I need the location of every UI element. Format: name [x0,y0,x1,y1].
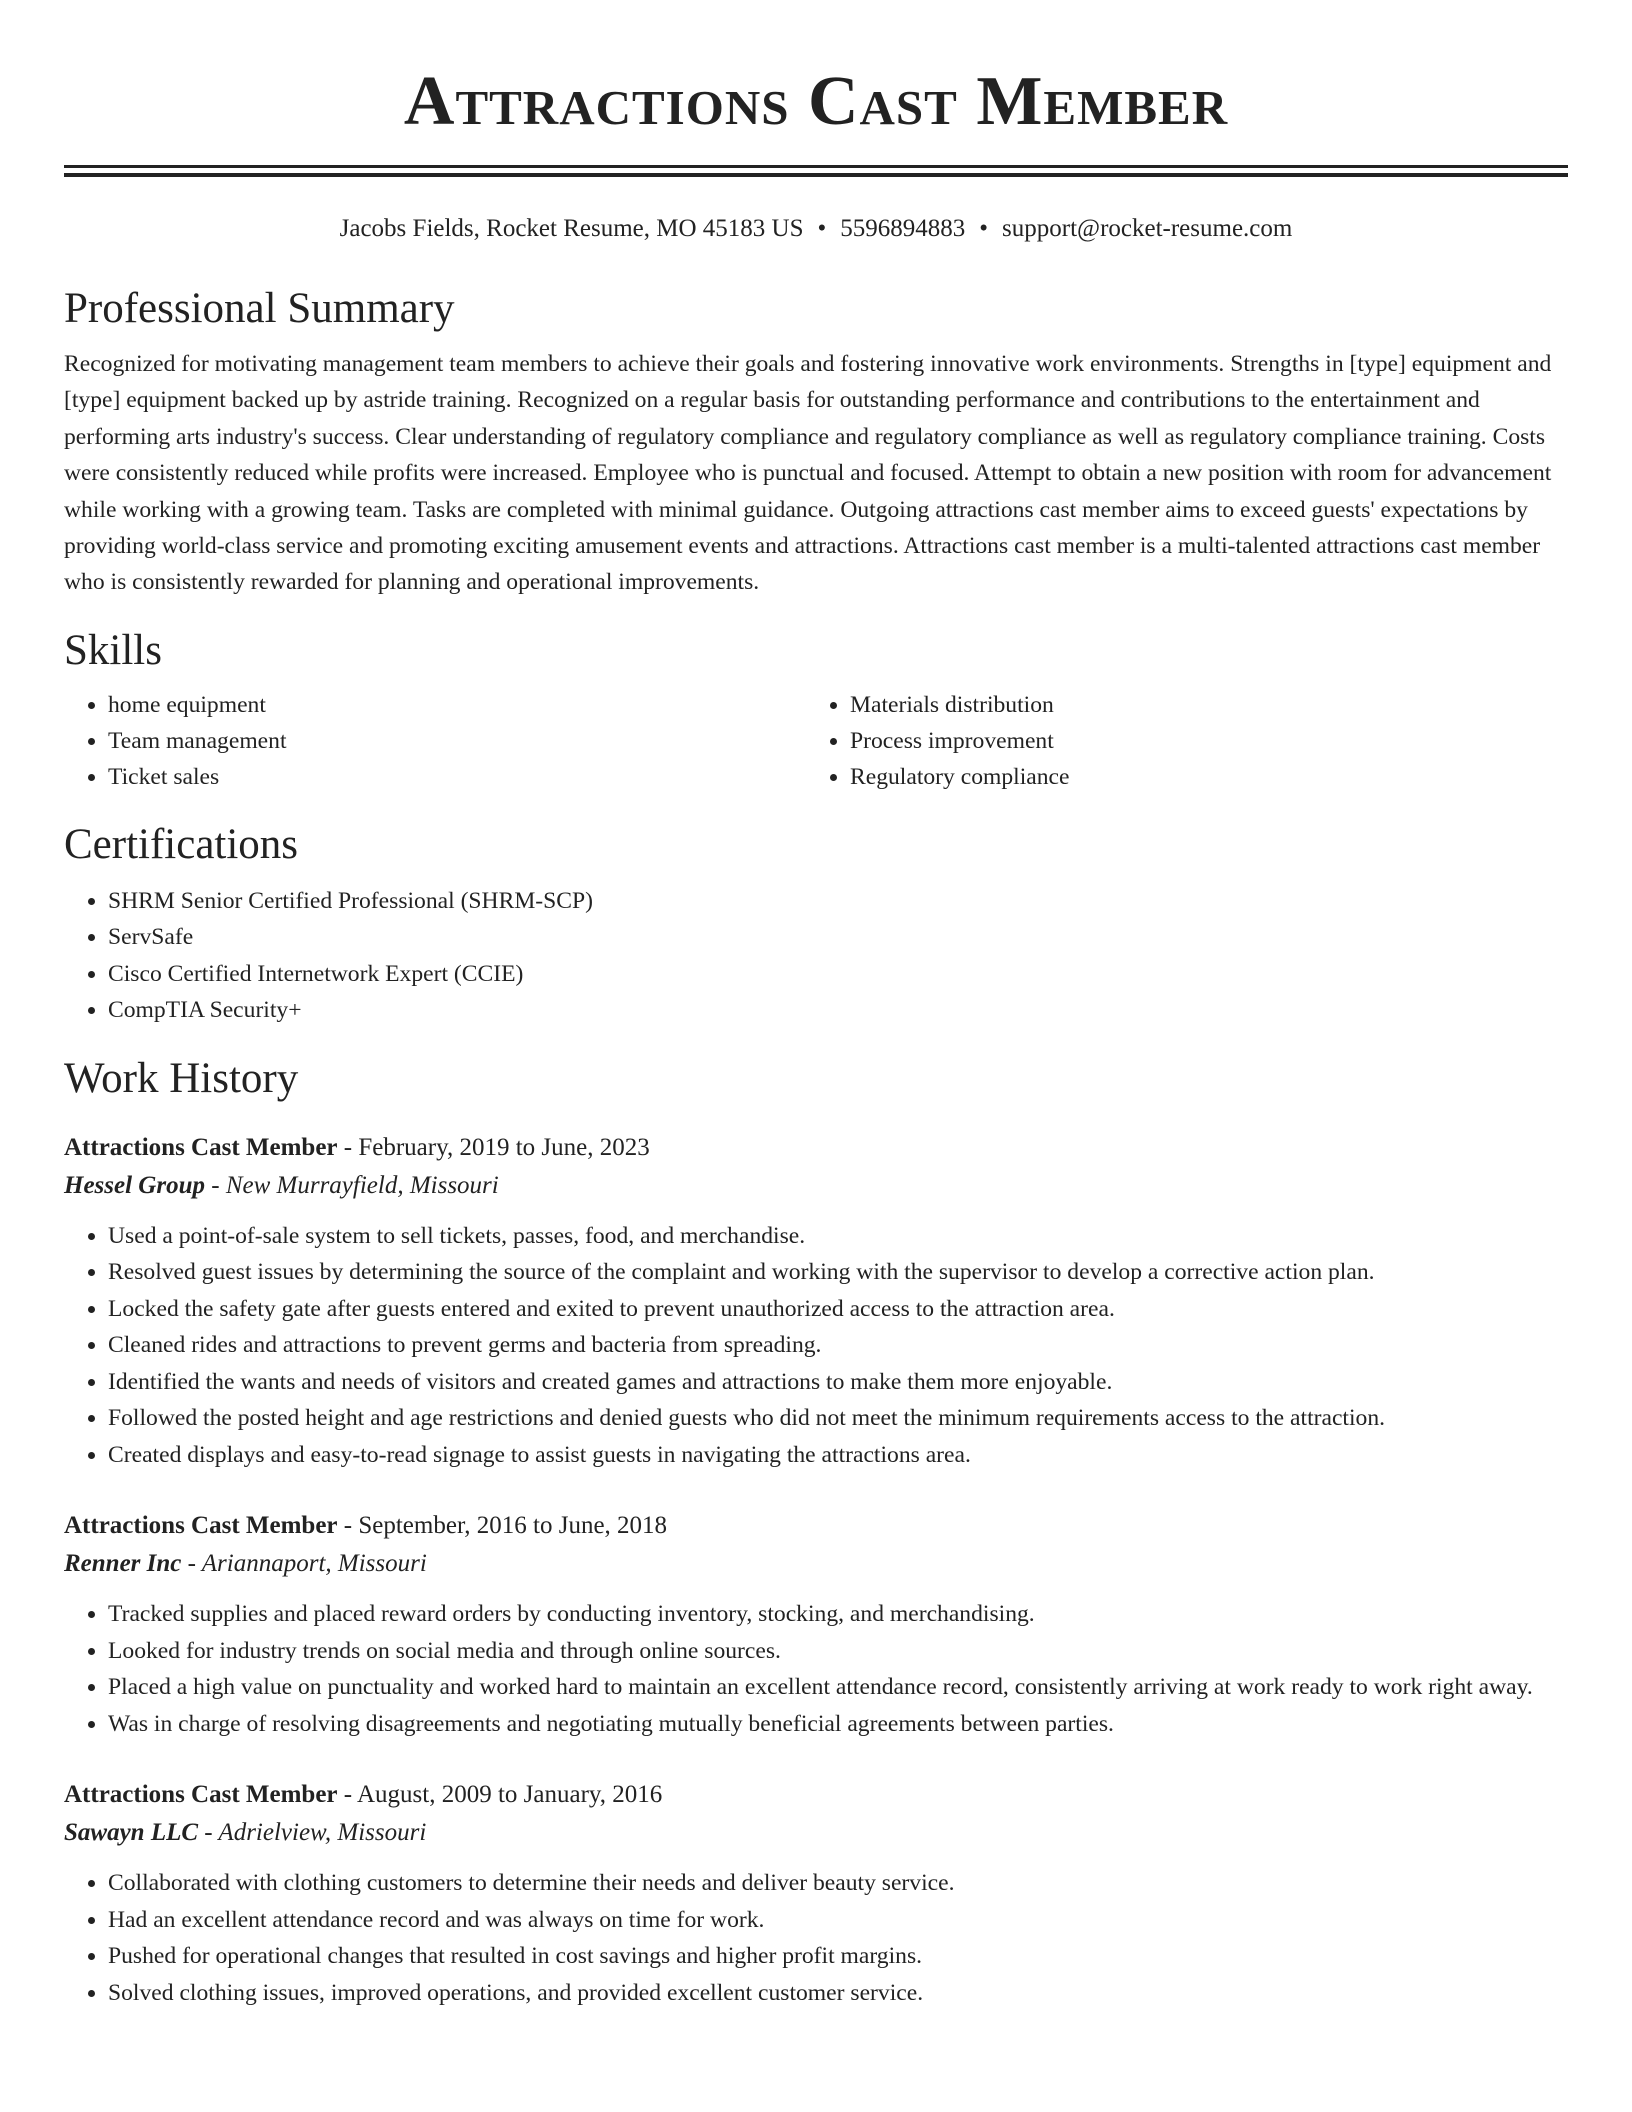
job-bullet: • Followed the posted height and age restrictions and denied guests who did not meet the minimum requirements access to the attraction. [108,1400,1568,1437]
job-title-line: Attractions Cast Member - August, 2009 to January, 2016 [64,1781,663,1809]
job-bullet: • Collaborated with clothing customers to determine their needs and deliver beauty service. [108,1865,1568,1902]
job-title-line: Attractions Cast Member - September, 2016 to June, 2018 [64,1512,668,1540]
skills-left-list [64,687,806,795]
job-title: Attractions Cast Member [64,1512,338,1540]
contact-line [64,213,1568,245]
certifications-heading: Certifications [64,820,299,868]
skills-columns [64,687,1568,795]
job-bullet: • Resolved guest issues by determining the source of the complaint and working with the supervisor to develop a corrective action plan. [108,1254,1568,1291]
job-entry [64,1776,1568,2011]
job-bullets [64,1865,1568,2011]
contact-phone: 5596894883 [840,215,966,242]
job-bullet: • Cleaned rides and attractions to prevent germs and bacteria from spreading. [108,1327,1568,1364]
skill-item: • Team management [108,723,806,759]
job-entry [64,1129,1568,1474]
skill-item: • home equipment [108,687,806,723]
certification-item: • Cisco Certified Internetwork Expert (CCIE) [108,956,1568,993]
job-company-line: Hessel Group - New Murrayfield, Missouri [64,1171,499,1199]
job-location: New Murrayfield, Missouri [225,1171,499,1199]
job-dates: February, 2019 to June, 2023 [358,1133,650,1161]
job-company: Hessel Group [64,1171,205,1199]
job-bullet: • Placed a high value on punctuality and worked hard to maintain an excellent attendance record, consistently arriving at work ready to work right away. [108,1669,1568,1706]
job-bullets [64,1218,1568,1474]
job-title: Attractions Cast Member [64,1781,338,1809]
contact-address: Jacobs Fields, Rocket Resume, MO 45183 US [339,215,804,242]
job-bullet: • Solved clothing issues, improved operations, and provided excellent customer service. [108,1975,1568,2012]
job-dates: August, 2009 to January, 2016 [356,1781,663,1809]
skill-item: • Ticket sales [108,759,806,795]
work-history-heading: Work History [64,1054,299,1102]
skill-item: • Regulatory compliance [850,759,1548,795]
job-bullet: • Pushed for operational changes that resulted in cost savings and higher profit margins. [108,1938,1568,1975]
job-bullet: • Created displays and easy-to-read signage to assist guests in navigating the attractions area. [108,1437,1568,1474]
job-company: Sawayn LLC [64,1819,199,1847]
job-bullets [64,1596,1568,1742]
summary-text: Recognized for motivating management team members to achieve their goals and fostering innovative work environments. Strengths in [type] equipment and [type] equipment backed up by astride training. Recognized on a regular basis for outstanding performance and contributions to the entertainment and performing arts industry's success. Clear understanding of regulatory compliance and regulatory compliance as well as regulatory compliance training. Costs were consistently reduced while profits were increased. Employee who is punctual and focused. Attempt to obtain a new position with room for advancement while working with a growing team. Tasks are completed with minimal guidance. Outgoing attractions cast member aims to exceed guests' expectations by providing world-class service and promoting exciting amusement events and attractions. Attractions cast member is a multi-talented attractions cast member who is consistently rewarded for planning and operational improvements. [64,351,1552,596]
job-company: Renner Inc [64,1550,182,1578]
job-bullet: • Had an excellent attendance record and was always on time for work. [108,1902,1568,1939]
skill-item: • Process improvement [850,723,1548,759]
job-bullet: • Looked for industry trends on social media and through online sources. [108,1633,1568,1670]
skill-item: • Materials distribution [850,687,1548,723]
contact-separator: • [979,215,989,242]
header-rule-bottom [64,173,1568,177]
job-location: Ariannaport, Missouri [201,1550,427,1578]
skills-heading: Skills [64,626,162,674]
job-company-line: Sawayn LLC - Adrielview, Missouri [64,1819,427,1847]
header-rule-top [64,165,1568,168]
certification-item: • SHRM Senior Certified Professional (SHRM-SCP) [108,883,1568,920]
job-bullet: • Identified the wants and needs of visitors and created games and attractions to make them more enjoyable. [108,1364,1568,1401]
job-dates: September, 2016 to June, 2018 [358,1512,668,1540]
job-bullet: • Was in charge of resolving disagreements and negotiating mutually beneficial agreements between parties. [108,1706,1568,1743]
skills-right-list [806,687,1548,795]
job-company-line: Renner Inc - Ariannaport, Missouri [64,1550,427,1578]
contact-separator: • [817,215,827,242]
job-location: Adrielview, Missouri [218,1819,427,1847]
job-entry [64,1507,1568,1742]
summary-heading: Professional Summary [64,285,455,332]
job-bullet: • Tracked supplies and placed reward orders by conducting inventory, stocking, and merchandising. [108,1596,1568,1633]
resume-content [64,0,1568,2011]
job-bullet: • Used a point-of-sale system to sell tickets, passes, food, and merchandise. [108,1218,1568,1255]
certifications-list [64,883,1568,1029]
certification-item: • ServSafe [108,919,1568,956]
resume-name: Attractions Cast Member [403,63,1229,140]
contact-email: support@rocket-resume.com [1002,215,1293,242]
job-title: Attractions Cast Member [64,1133,338,1161]
job-bullet: • Locked the safety gate after guests entered and exited to prevent unauthorized access to the attraction area. [108,1291,1568,1328]
certification-item: • CompTIA Security+ [108,992,1568,1029]
job-title-line: Attractions Cast Member - February, 2019 to June, 2023 [64,1133,650,1161]
